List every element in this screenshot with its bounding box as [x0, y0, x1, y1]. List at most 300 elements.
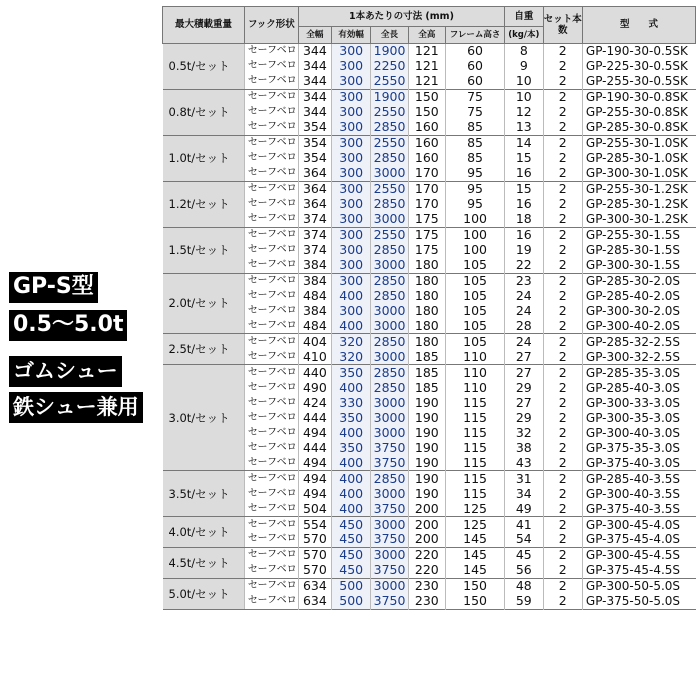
set-count-cell: 2	[543, 74, 582, 89]
total-length-cell: 2850	[371, 120, 408, 135]
frame-height-cell: 100	[446, 243, 505, 258]
self-weight-cell: 32	[505, 425, 543, 440]
effective-width-cell: 300	[331, 243, 370, 258]
total-length-cell: 2850	[371, 273, 408, 288]
set-count-cell: 2	[543, 273, 582, 288]
hook-shape-cell: セーフベロ	[244, 578, 298, 593]
set-count-cell: 2	[543, 455, 582, 470]
table-row	[163, 44, 696, 59]
model-cell: GP-375-45-4.5S	[582, 563, 695, 578]
table-row	[163, 517, 696, 532]
total-height-cell: 200	[408, 532, 445, 547]
effective-width-cell: 500	[331, 594, 370, 609]
frame-height-cell: 145	[446, 547, 505, 562]
set-count-cell: 2	[543, 44, 582, 59]
total-length-cell: 2550	[371, 74, 408, 89]
set-count-cell: 2	[543, 349, 582, 364]
total-height-cell: 160	[408, 135, 445, 150]
total-height-cell: 230	[408, 578, 445, 593]
hook-shape-cell: セーフベロ	[244, 44, 298, 59]
model-cell: GP-255-30-1.5S	[582, 227, 695, 242]
self-weight-cell: 28	[505, 318, 543, 333]
set-count-cell: 2	[543, 212, 582, 227]
hook-shape-cell: セーフベロ	[244, 486, 298, 501]
total-height-cell: 190	[408, 440, 445, 455]
load-capacity-cell: 1.5t/セット	[163, 227, 245, 273]
model-cell: GP-300-33-3.0S	[582, 395, 695, 410]
model-cell: GP-255-30-0.8SK	[582, 105, 695, 120]
total-length-cell: 3000	[371, 410, 408, 425]
total-length-cell: 2550	[371, 105, 408, 120]
total-width-cell: 364	[298, 166, 331, 181]
set-count-cell: 2	[543, 258, 582, 273]
hook-shape-cell: セーフベロ	[244, 227, 298, 242]
total-height-cell: 220	[408, 547, 445, 562]
model-cell: GP-285-35-3.0S	[582, 365, 695, 380]
effective-width-cell: 300	[331, 212, 370, 227]
header-frame-height: フレーム高さ	[446, 27, 505, 44]
total-length-cell: 3750	[371, 594, 408, 609]
self-weight-cell: 16	[505, 227, 543, 242]
table-row	[163, 471, 696, 486]
total-height-cell: 190	[408, 486, 445, 501]
total-width-cell: 384	[298, 258, 331, 273]
load-capacity-cell: 2.0t/セット	[163, 273, 245, 334]
total-length-cell: 2850	[371, 334, 408, 349]
frame-height-cell: 105	[446, 258, 505, 273]
self-weight-cell: 10	[505, 74, 543, 89]
effective-width-cell: 300	[331, 303, 370, 318]
self-weight-cell: 48	[505, 578, 543, 593]
header-total-length: 全長	[371, 27, 408, 44]
total-length-cell: 2550	[371, 227, 408, 242]
total-length-cell: 3000	[371, 349, 408, 364]
rubber-shoe-label: ゴムシュー	[9, 356, 122, 387]
set-count-cell: 2	[543, 563, 582, 578]
total-length-cell: 1900	[371, 44, 408, 59]
effective-width-cell: 300	[331, 105, 370, 120]
effective-width-cell: 300	[331, 197, 370, 212]
effective-width-cell: 300	[331, 273, 370, 288]
total-length-cell: 3750	[371, 440, 408, 455]
frame-height-cell: 110	[446, 365, 505, 380]
set-count-cell: 2	[543, 120, 582, 135]
total-height-cell: 121	[408, 44, 445, 59]
model-cell: GP-285-40-3.5S	[582, 471, 695, 486]
set-count-cell: 2	[543, 380, 582, 395]
hook-shape-cell: セーフベロ	[244, 410, 298, 425]
load-capacity-cell: 1.2t/セット	[163, 181, 245, 227]
total-width-cell: 364	[298, 197, 331, 212]
total-width-cell: 494	[298, 471, 331, 486]
hook-shape-cell: セーフベロ	[244, 349, 298, 364]
self-weight-cell: 15	[505, 151, 543, 166]
self-weight-cell: 45	[505, 547, 543, 562]
table-row	[163, 135, 696, 150]
model-cell: GP-375-40-3.5S	[582, 501, 695, 516]
total-width-cell: 384	[298, 273, 331, 288]
effective-width-cell: 300	[331, 74, 370, 89]
total-length-cell: 3750	[371, 455, 408, 470]
total-height-cell: 220	[408, 563, 445, 578]
hook-shape-cell: セーフベロ	[244, 318, 298, 333]
model-cell: GP-300-30-2.0S	[582, 303, 695, 318]
set-count-cell: 2	[543, 425, 582, 440]
frame-height-cell: 125	[446, 517, 505, 532]
effective-width-cell: 450	[331, 532, 370, 547]
self-weight-cell: 16	[505, 166, 543, 181]
set-count-cell: 2	[543, 532, 582, 547]
header-dimensions: 1本あたりの寸法 (mm)	[298, 7, 504, 27]
total-length-cell: 2550	[371, 135, 408, 150]
model-cell: GP-285-30-0.8SK	[582, 120, 695, 135]
hook-shape-cell: セーフベロ	[244, 563, 298, 578]
frame-height-cell: 105	[446, 303, 505, 318]
frame-height-cell: 100	[446, 212, 505, 227]
total-height-cell: 190	[408, 395, 445, 410]
total-height-cell: 200	[408, 501, 445, 516]
total-length-cell: 3000	[371, 547, 408, 562]
model-cell: GP-375-40-3.0S	[582, 455, 695, 470]
frame-height-cell: 115	[446, 425, 505, 440]
self-weight-cell: 29	[505, 410, 543, 425]
total-height-cell: 190	[408, 455, 445, 470]
total-width-cell: 364	[298, 181, 331, 196]
frame-height-cell: 150	[446, 578, 505, 593]
frame-height-cell: 105	[446, 289, 505, 304]
set-count-cell: 2	[543, 395, 582, 410]
frame-height-cell: 115	[446, 455, 505, 470]
total-length-cell: 3000	[371, 303, 408, 318]
total-width-cell: 570	[298, 563, 331, 578]
total-height-cell: 160	[408, 120, 445, 135]
model-cell: GP-375-35-3.0S	[582, 440, 695, 455]
set-count-cell: 2	[543, 318, 582, 333]
frame-height-cell: 60	[446, 59, 505, 74]
total-height-cell: 180	[408, 273, 445, 288]
total-length-cell: 2850	[371, 471, 408, 486]
total-height-cell: 185	[408, 365, 445, 380]
set-count-cell: 2	[543, 578, 582, 593]
frame-height-cell: 85	[446, 120, 505, 135]
effective-width-cell: 400	[331, 471, 370, 486]
hook-shape-cell: セーフベロ	[244, 151, 298, 166]
frame-height-cell: 105	[446, 273, 505, 288]
iron-shoe-label: 鉄シュー兼用	[9, 392, 143, 423]
total-length-cell: 2850	[371, 289, 408, 304]
header-set-count: セット本数	[543, 7, 582, 44]
set-count-cell: 2	[543, 181, 582, 196]
set-count-cell: 2	[543, 303, 582, 318]
hook-shape-cell: セーフベロ	[244, 212, 298, 227]
total-width-cell: 444	[298, 440, 331, 455]
set-count-cell: 2	[543, 105, 582, 120]
total-length-cell: 3750	[371, 563, 408, 578]
effective-width-cell: 400	[331, 425, 370, 440]
set-count-cell: 2	[543, 365, 582, 380]
frame-height-cell: 85	[446, 135, 505, 150]
frame-height-cell: 115	[446, 395, 505, 410]
effective-width-cell: 300	[331, 59, 370, 74]
header-weight-unit: (kg/本)	[505, 27, 543, 44]
set-count-cell: 2	[543, 166, 582, 181]
hook-shape-cell: セーフベロ	[244, 425, 298, 440]
set-count-cell: 2	[543, 59, 582, 74]
hook-shape-cell: セーフベロ	[244, 105, 298, 120]
effective-width-cell: 300	[331, 181, 370, 196]
total-length-cell: 3000	[371, 318, 408, 333]
total-length-cell: 3750	[371, 532, 408, 547]
self-weight-cell: 38	[505, 440, 543, 455]
self-weight-cell: 23	[505, 273, 543, 288]
series-label: GP-S型	[9, 272, 98, 303]
self-weight-cell: 54	[505, 532, 543, 547]
frame-height-cell: 115	[446, 486, 505, 501]
model-cell: GP-300-30-1.5S	[582, 258, 695, 273]
total-width-cell: 494	[298, 425, 331, 440]
effective-width-cell: 320	[331, 349, 370, 364]
hook-shape-cell: セーフベロ	[244, 303, 298, 318]
total-height-cell: 180	[408, 334, 445, 349]
model-cell: GP-375-45-4.0S	[582, 532, 695, 547]
load-capacity-cell: 3.5t/セット	[163, 471, 245, 517]
total-height-cell: 185	[408, 349, 445, 364]
hook-shape-cell: セーフベロ	[244, 471, 298, 486]
total-width-cell: 570	[298, 547, 331, 562]
set-count-cell: 2	[543, 289, 582, 304]
self-weight-cell: 8	[505, 44, 543, 59]
model-cell: GP-300-40-3.5S	[582, 486, 695, 501]
frame-height-cell: 60	[446, 44, 505, 59]
frame-height-cell: 115	[446, 440, 505, 455]
effective-width-cell: 330	[331, 395, 370, 410]
set-count-cell: 2	[543, 89, 582, 104]
total-length-cell: 3000	[371, 578, 408, 593]
set-count-cell: 2	[543, 547, 582, 562]
set-count-cell: 2	[543, 197, 582, 212]
total-length-cell: 2850	[371, 380, 408, 395]
table-row	[163, 334, 696, 349]
frame-height-cell: 85	[446, 151, 505, 166]
total-width-cell: 440	[298, 365, 331, 380]
self-weight-cell: 24	[505, 334, 543, 349]
total-width-cell: 504	[298, 501, 331, 516]
total-length-cell: 3000	[371, 425, 408, 440]
load-capacity-cell: 5.0t/セット	[163, 578, 245, 609]
effective-width-cell: 350	[331, 410, 370, 425]
model-cell: GP-300-45-4.5S	[582, 547, 695, 562]
frame-height-cell: 105	[446, 334, 505, 349]
set-count-cell: 2	[543, 471, 582, 486]
total-length-cell: 3000	[371, 258, 408, 273]
total-length-cell: 2850	[371, 197, 408, 212]
total-width-cell: 354	[298, 135, 331, 150]
total-height-cell: 185	[408, 380, 445, 395]
total-height-cell: 170	[408, 197, 445, 212]
hook-shape-cell: セーフベロ	[244, 395, 298, 410]
effective-width-cell: 300	[331, 151, 370, 166]
total-width-cell: 410	[298, 349, 331, 364]
hook-shape-cell: セーフベロ	[244, 334, 298, 349]
spec-table	[162, 6, 696, 610]
set-count-cell: 2	[543, 410, 582, 425]
header-total-height: 全高	[408, 27, 445, 44]
hook-shape-cell: セーフベロ	[244, 455, 298, 470]
total-length-cell: 3750	[371, 501, 408, 516]
total-width-cell: 490	[298, 380, 331, 395]
total-width-cell: 374	[298, 243, 331, 258]
hook-shape-cell: セーフベロ	[244, 258, 298, 273]
hook-shape-cell: セーフベロ	[244, 440, 298, 455]
effective-width-cell: 450	[331, 547, 370, 562]
effective-width-cell: 300	[331, 227, 370, 242]
header-self-weight: 自重	[505, 7, 543, 27]
total-length-cell: 3000	[371, 395, 408, 410]
load-capacity-cell: 4.5t/セット	[163, 547, 245, 578]
model-cell: GP-300-32-2.5S	[582, 349, 695, 364]
hook-shape-cell: セーフベロ	[244, 166, 298, 181]
model-cell: GP-300-30-1.2SK	[582, 212, 695, 227]
total-height-cell: 175	[408, 227, 445, 242]
total-length-cell: 3000	[371, 486, 408, 501]
total-width-cell: 634	[298, 594, 331, 609]
self-weight-cell: 59	[505, 594, 543, 609]
header-hook-shape: フック形状	[244, 7, 298, 44]
hook-shape-cell: セーフベロ	[244, 547, 298, 562]
model-cell: GP-255-30-0.5SK	[582, 74, 695, 89]
model-cell: GP-285-40-2.0S	[582, 289, 695, 304]
frame-height-cell: 115	[446, 410, 505, 425]
effective-width-cell: 300	[331, 258, 370, 273]
model-cell: GP-190-30-0.8SK	[582, 89, 695, 104]
set-count-cell: 2	[543, 501, 582, 516]
total-height-cell: 200	[408, 517, 445, 532]
self-weight-cell: 22	[505, 258, 543, 273]
header-effective-width: 有効幅	[331, 27, 370, 44]
load-capacity-cell: 3.0t/セット	[163, 365, 245, 471]
effective-width-cell: 300	[331, 166, 370, 181]
effective-width-cell: 400	[331, 318, 370, 333]
self-weight-cell: 13	[505, 120, 543, 135]
total-height-cell: 180	[408, 258, 445, 273]
table-row	[163, 578, 696, 593]
model-cell: GP-285-30-1.0SK	[582, 151, 695, 166]
set-count-cell: 2	[543, 486, 582, 501]
total-width-cell: 484	[298, 289, 331, 304]
effective-width-cell: 400	[331, 455, 370, 470]
capacity-range-label: 0.5〜5.0t	[9, 310, 127, 341]
hook-shape-cell: セーフベロ	[244, 289, 298, 304]
total-length-cell: 3000	[371, 517, 408, 532]
total-width-cell: 404	[298, 334, 331, 349]
frame-height-cell: 95	[446, 181, 505, 196]
total-height-cell: 175	[408, 243, 445, 258]
table-row	[163, 181, 696, 196]
model-cell: GP-300-35-3.0S	[582, 410, 695, 425]
total-width-cell: 554	[298, 517, 331, 532]
set-count-cell: 2	[543, 135, 582, 150]
total-length-cell: 3000	[371, 166, 408, 181]
total-height-cell: 170	[408, 166, 445, 181]
self-weight-cell: 27	[505, 365, 543, 380]
total-width-cell: 634	[298, 578, 331, 593]
total-width-cell: 344	[298, 89, 331, 104]
self-weight-cell: 14	[505, 135, 543, 150]
self-weight-cell: 9	[505, 59, 543, 74]
total-width-cell: 424	[298, 395, 331, 410]
frame-height-cell: 105	[446, 318, 505, 333]
frame-height-cell: 95	[446, 197, 505, 212]
total-length-cell: 2850	[371, 365, 408, 380]
set-count-cell: 2	[543, 227, 582, 242]
hook-shape-cell: セーフベロ	[244, 594, 298, 609]
total-height-cell: 180	[408, 303, 445, 318]
model-cell: GP-300-30-1.0SK	[582, 166, 695, 181]
set-count-cell: 2	[543, 517, 582, 532]
total-length-cell: 2850	[371, 243, 408, 258]
self-weight-cell: 16	[505, 197, 543, 212]
total-length-cell: 1900	[371, 89, 408, 104]
frame-height-cell: 75	[446, 89, 505, 104]
frame-height-cell: 150	[446, 594, 505, 609]
effective-width-cell: 450	[331, 517, 370, 532]
table-row	[163, 227, 696, 242]
model-cell: GP-285-40-3.0S	[582, 380, 695, 395]
frame-height-cell: 125	[446, 501, 505, 516]
model-cell: GP-255-30-1.2SK	[582, 181, 695, 196]
self-weight-cell: 19	[505, 243, 543, 258]
model-cell: GP-285-30-2.0S	[582, 273, 695, 288]
spec-table-body	[163, 44, 696, 610]
effective-width-cell: 350	[331, 440, 370, 455]
self-weight-cell: 18	[505, 212, 543, 227]
effective-width-cell: 300	[331, 44, 370, 59]
hook-shape-cell: セーフベロ	[244, 120, 298, 135]
effective-width-cell: 400	[331, 380, 370, 395]
total-width-cell: 344	[298, 105, 331, 120]
table-row	[163, 273, 696, 288]
self-weight-cell: 34	[505, 486, 543, 501]
total-length-cell: 2850	[371, 151, 408, 166]
effective-width-cell: 400	[331, 486, 370, 501]
set-count-cell: 2	[543, 440, 582, 455]
hook-shape-cell: セーフベロ	[244, 89, 298, 104]
frame-height-cell: 145	[446, 563, 505, 578]
hook-shape-cell: セーフベロ	[244, 243, 298, 258]
self-weight-cell: 27	[505, 349, 543, 364]
total-height-cell: 180	[408, 289, 445, 304]
header-model: 型 式	[582, 7, 695, 44]
hook-shape-cell: セーフベロ	[244, 365, 298, 380]
total-length-cell: 3000	[371, 212, 408, 227]
total-width-cell: 344	[298, 59, 331, 74]
model-cell: GP-190-30-0.5SK	[582, 44, 695, 59]
hook-shape-cell: セーフベロ	[244, 135, 298, 150]
hook-shape-cell: セーフベロ	[244, 501, 298, 516]
self-weight-cell: 56	[505, 563, 543, 578]
model-cell: GP-300-45-4.0S	[582, 517, 695, 532]
effective-width-cell: 350	[331, 365, 370, 380]
total-width-cell: 354	[298, 120, 331, 135]
effective-width-cell: 300	[331, 120, 370, 135]
total-height-cell: 170	[408, 181, 445, 196]
effective-width-cell: 450	[331, 563, 370, 578]
total-height-cell: 150	[408, 89, 445, 104]
effective-width-cell: 320	[331, 334, 370, 349]
frame-height-cell: 100	[446, 227, 505, 242]
total-height-cell: 121	[408, 74, 445, 89]
set-count-cell: 2	[543, 151, 582, 166]
